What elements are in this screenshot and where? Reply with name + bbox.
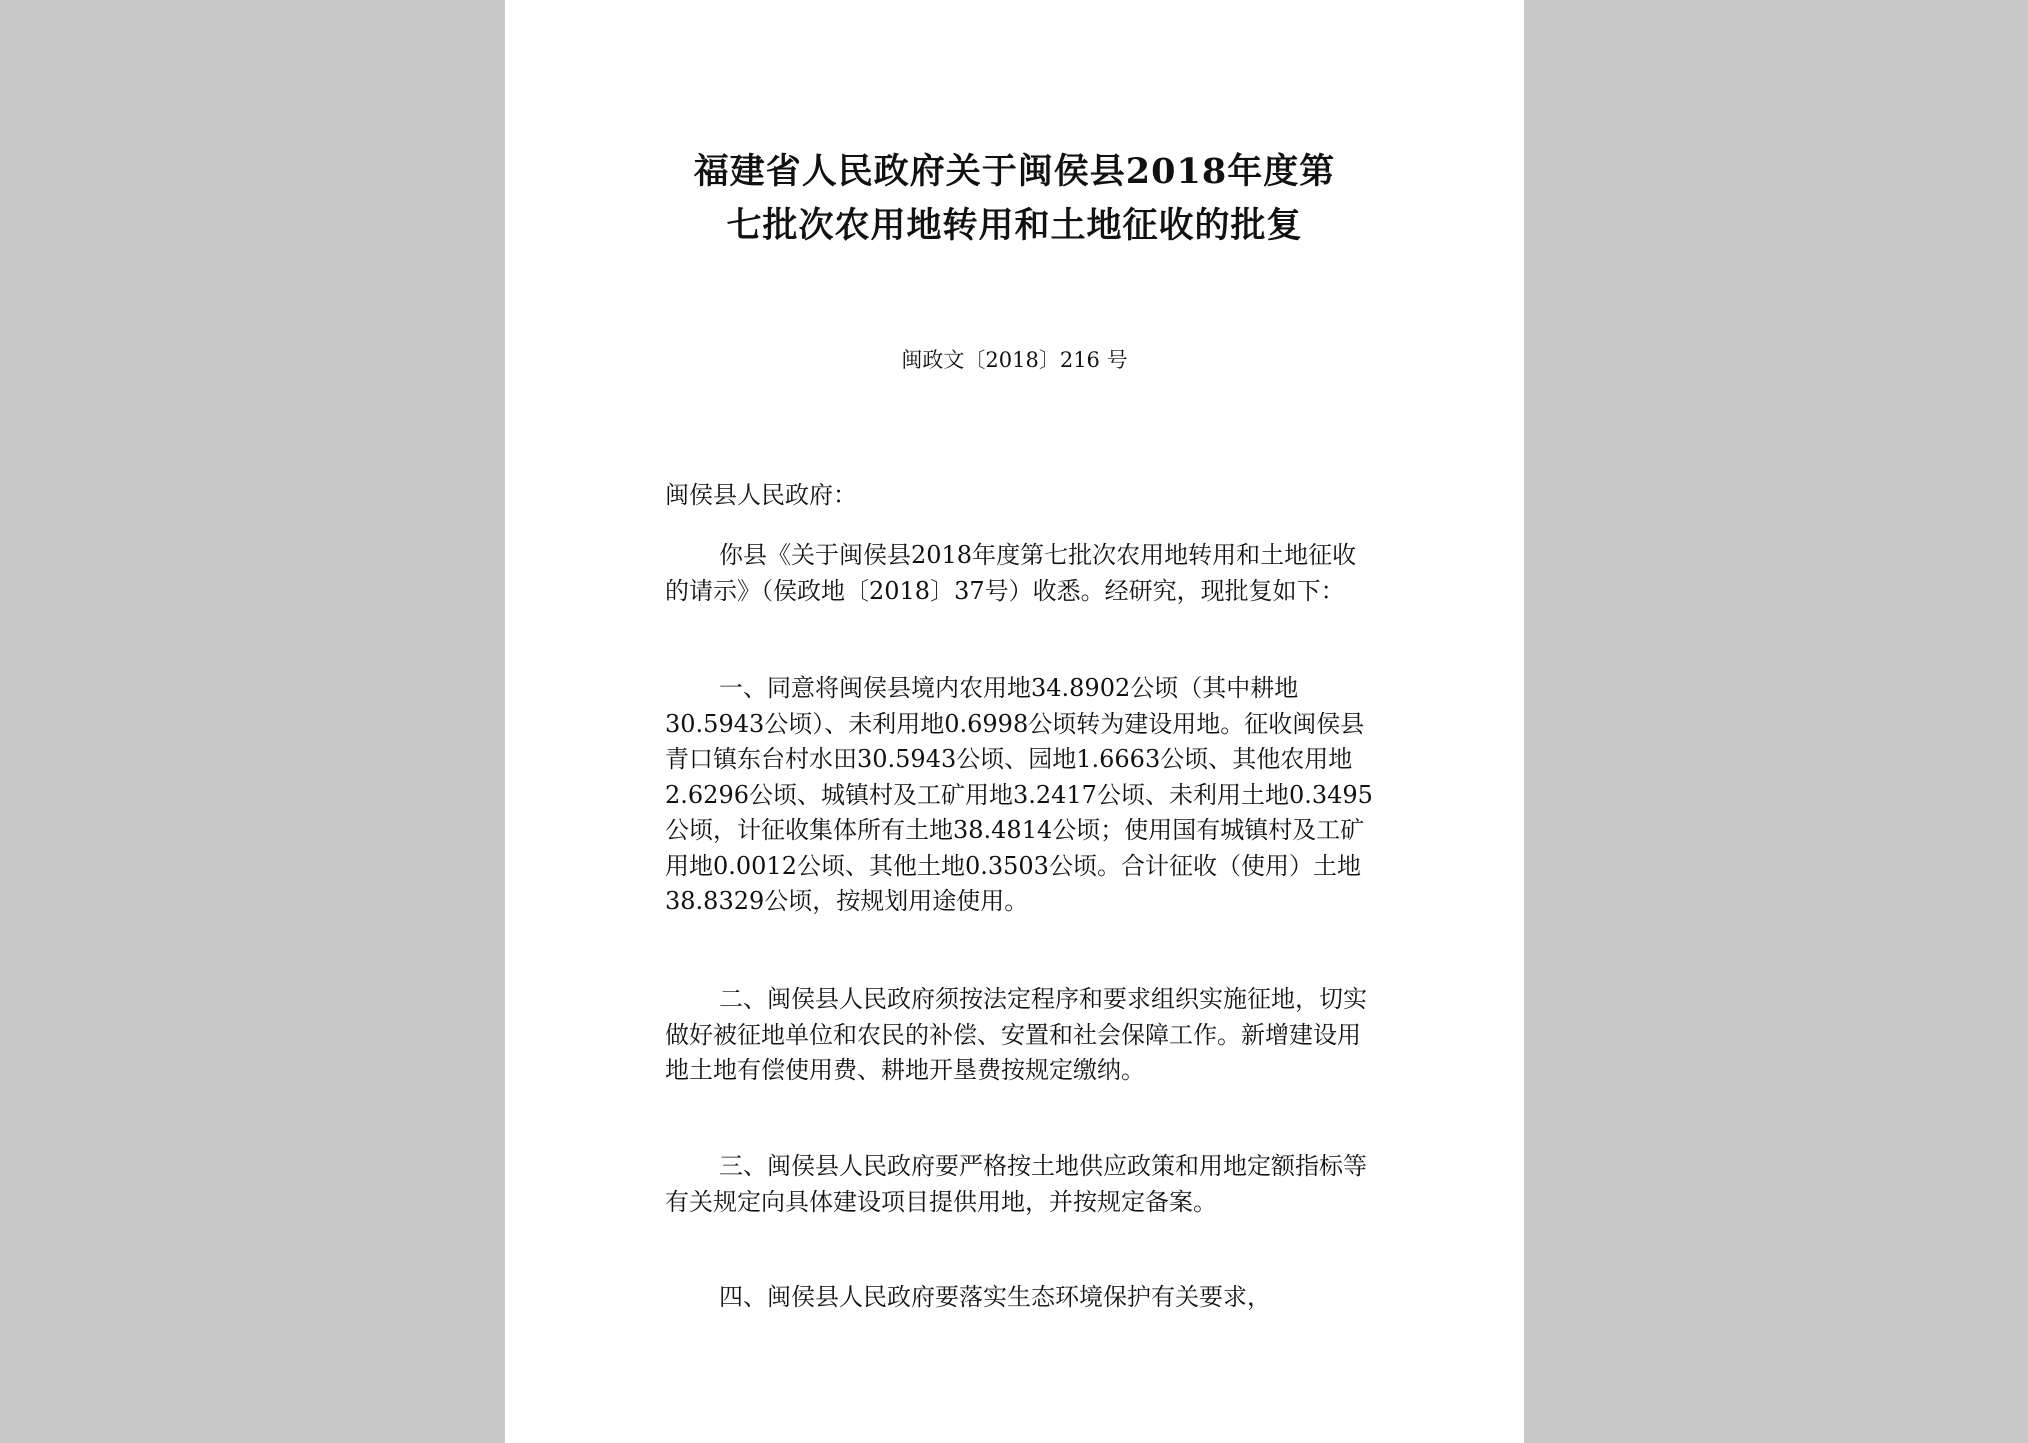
title-line-2: 七批次农用地转用和土地征收的批复 [726, 205, 1303, 246]
paragraph-item-4: 四、闽侯县人民政府要落实生态环境保护有关要求， [719, 1283, 1271, 1311]
salutation: 闽侯县人民政府： [665, 481, 857, 509]
paragraph-item-3: 三、闽侯县人民政府要严格按土地供应政策和用地定额指标等有关规定向具体建设项目提供用地，并按规定备案。 [665, 1152, 1367, 1216]
document-title [505, 145, 1524, 253]
paragraph-item-1: 一、同意将闽侯县境内农用地34.8902公顷（其中耕地30.5943公顷）、未利用地0.6998公顷转为建设用地。征收闽侯县青口镇东台村水田30.5943公顷、园地1.6663公顷、其他农用地2.6296公顷、城镇村及工矿用地3.2417公顷、未利用土地0.3495公顷，计征收集体所有土地38.4814公顷；使用国有城镇村及工矿用地0.0012公顷、其他土地0.3503公顷。合计征收（使用）土地38.8329公顷，按规划用途使用。 [665, 674, 1373, 915]
title-line-1: 福建省人民政府关于闽侯县2018年度第 [693, 151, 1336, 192]
document-page [505, 0, 1524, 1443]
paragraph-intro: 你县《关于闽侯县2018年度第七批次农用地转用和土地征收的请示》（侯政地〔2018〕37号）收悉。经研究，现批复如下： [665, 541, 1357, 605]
document-number: 闽政文〔2018〕216 号 [901, 348, 1128, 372]
paragraph-item-2: 二、闽侯县人民政府须按法定程序和要求组织实施征地，切实做好被征地单位和农民的补偿、安置和社会保障工作。新增建设用地土地有偿使用费、耕地开垦费按规定缴纳。 [665, 985, 1367, 1084]
